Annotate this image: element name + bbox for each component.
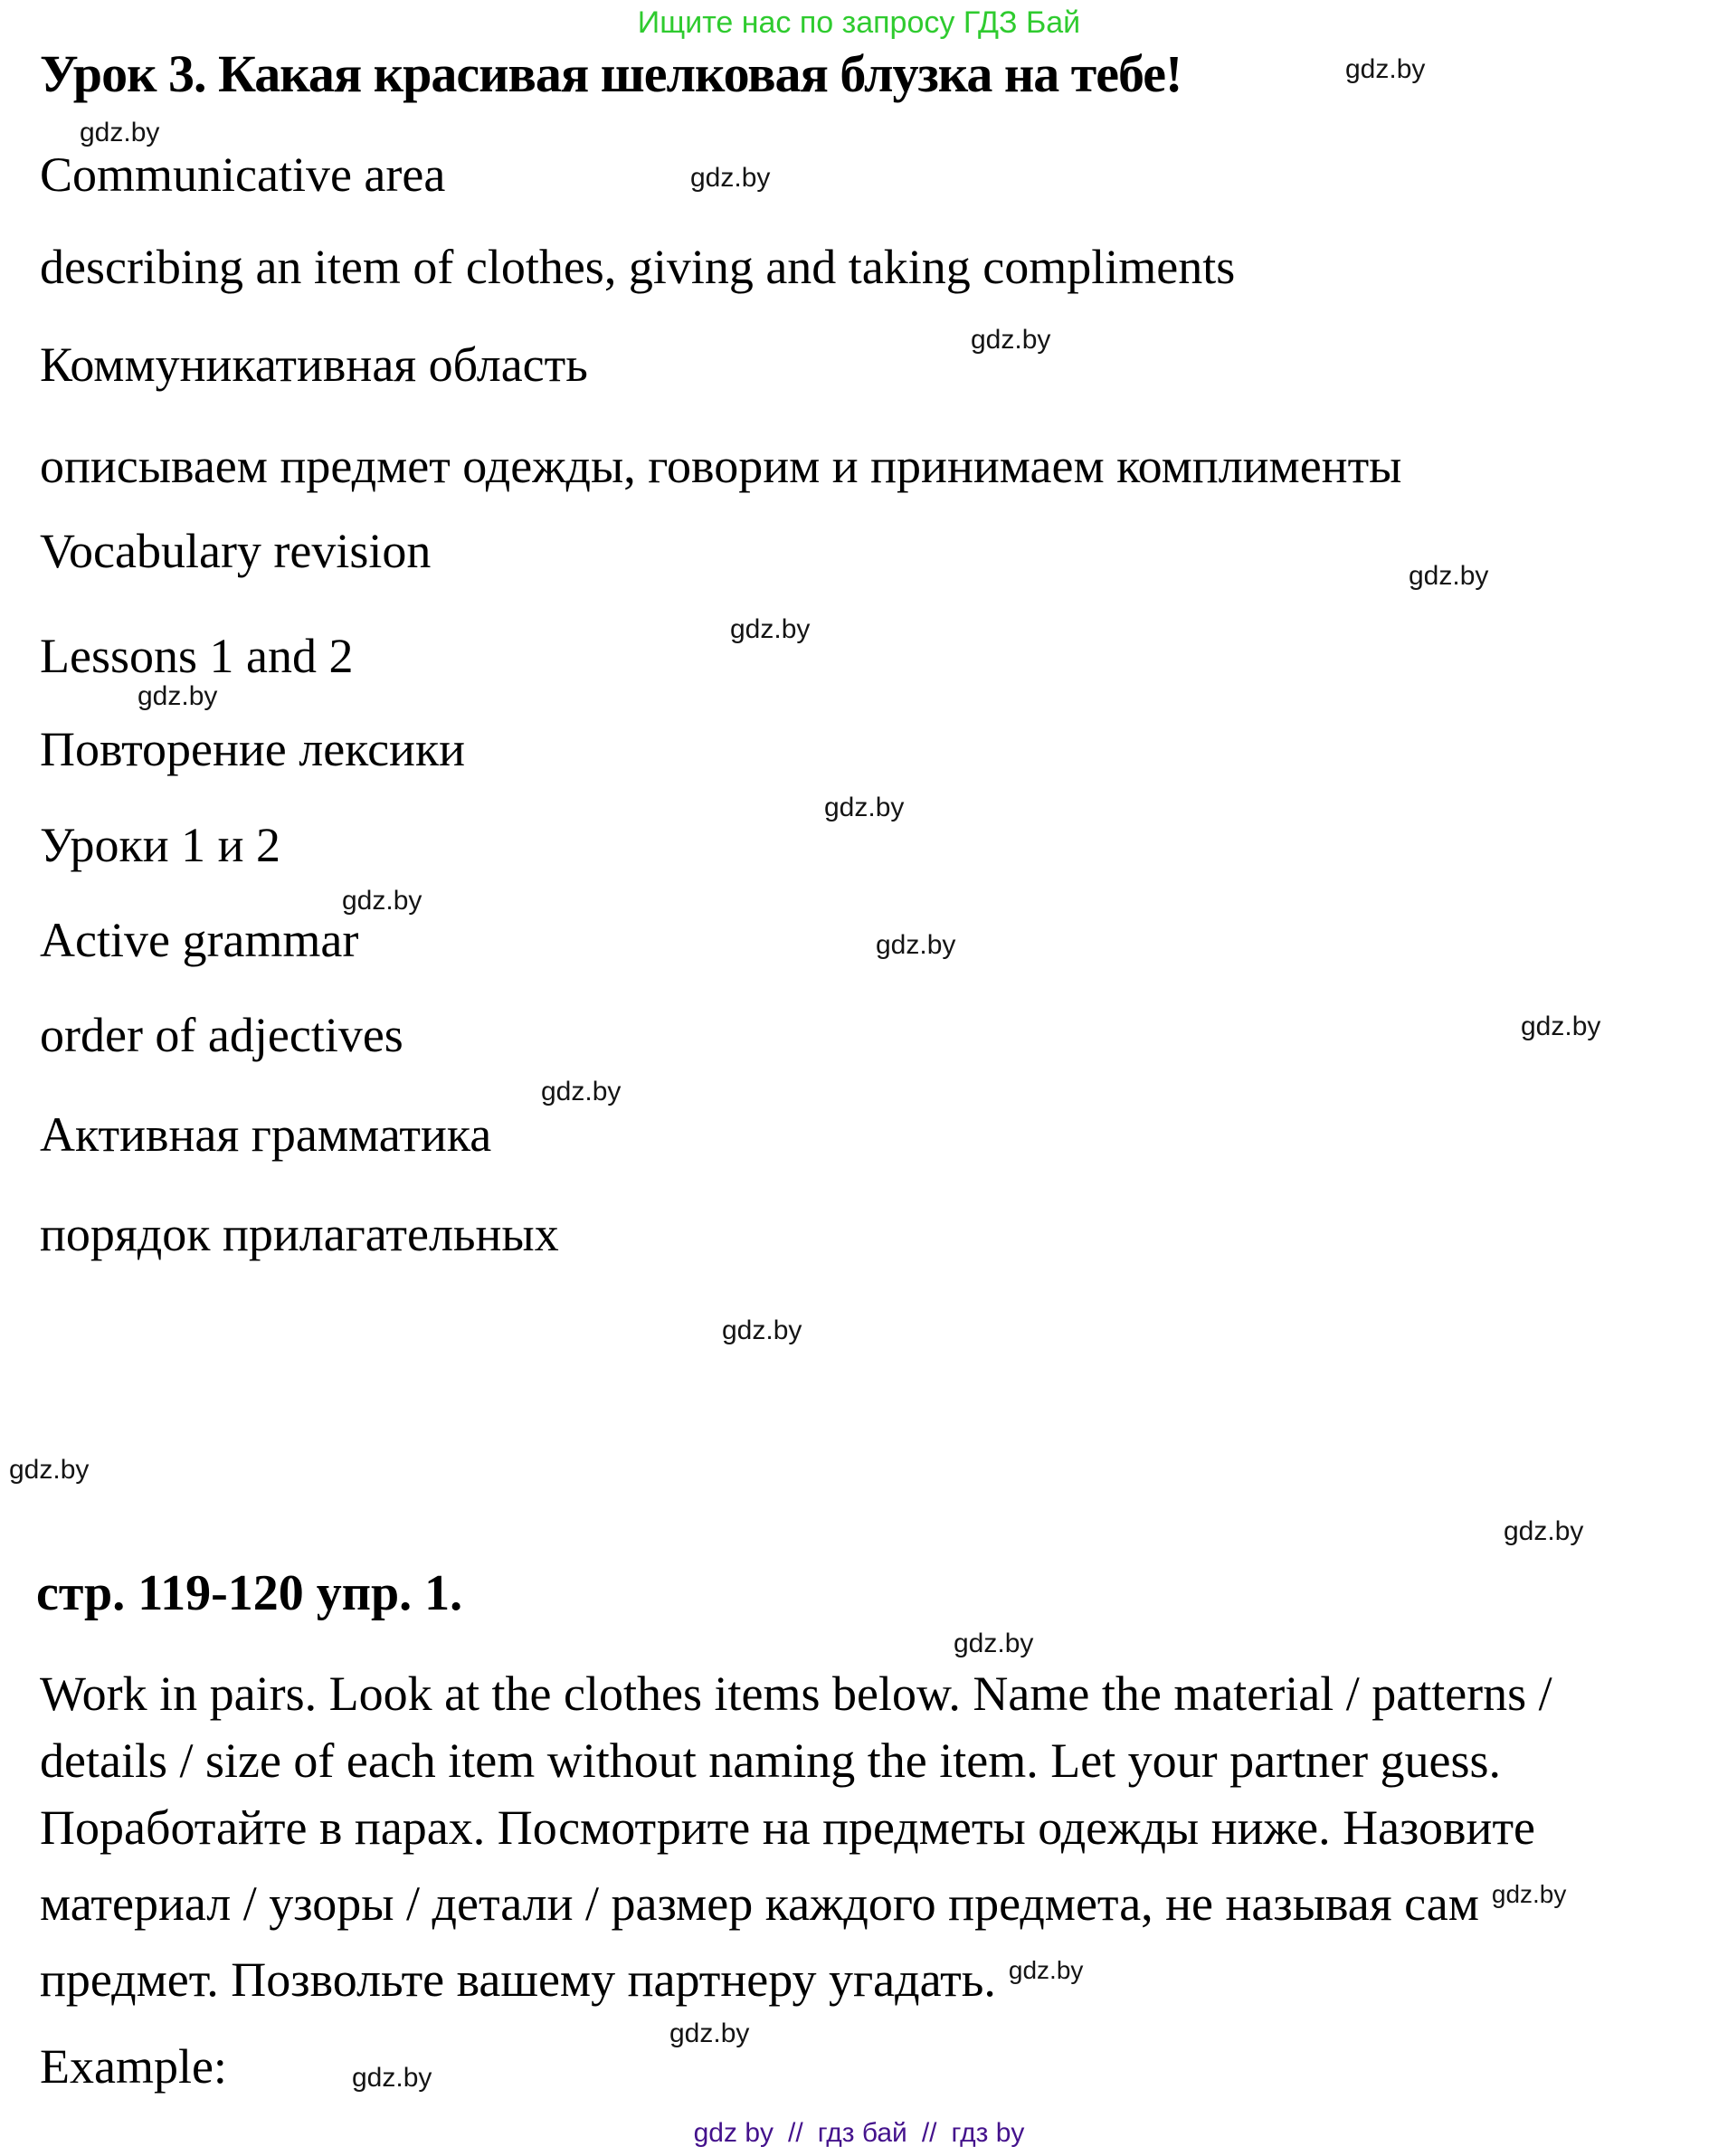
- exercise-heading: стр. 119-120 упр. 1.: [36, 1565, 463, 1621]
- gdz-watermark: gdz.by: [1504, 1516, 1584, 1546]
- task-line: [40, 1794, 1566, 1861]
- gdz-watermark-superscript: gdz.by: [1008, 1956, 1084, 1984]
- task-line-text: Work in pairs. Look at the clothes items below. Name the material / patterns /: [40, 1667, 1552, 1721]
- gdz-watermark-superscript: gdz.by: [1491, 1880, 1567, 1908]
- gdz-watermark: gdz.by: [971, 325, 1051, 355]
- exercise-task: [40, 1660, 1566, 2013]
- task-line: [40, 1660, 1566, 1727]
- gdz-watermark: gdz.by: [690, 163, 771, 193]
- footer-link-gdz-by-2[interactable]: гдз by: [951, 2118, 1025, 2148]
- footer-link-gdz-by[interactable]: gdz by: [693, 2118, 774, 2148]
- overview-line-lessons-1-2-ru: Уроки 1 и 2: [40, 818, 281, 872]
- gdz-watermark: gdz.by: [1345, 54, 1426, 84]
- gdz-watermark: gdz.by: [876, 930, 956, 960]
- task-line-text: материал / узоры / детали / размер каждого предмета, не называя сам: [40, 1876, 1479, 1931]
- task-line: [40, 1727, 1566, 1794]
- footer-links: [0, 2118, 1718, 2149]
- gdz-watermark: gdz.by: [1521, 1012, 1601, 1041]
- overview-line-active-grammar-ru: Активная грамматика: [40, 1107, 492, 1162]
- overview-line-order-of-adjectives: order of adjectives: [40, 1008, 403, 1062]
- overview-line-active-grammar: Active grammar: [40, 913, 359, 967]
- gdz-watermark: gdz.by: [352, 2063, 432, 2093]
- task-line-text: Поработайте в парах. Посмотрите на предметы одежды ниже. Назовите: [40, 1800, 1536, 1855]
- gdz-watermark: gdz.by: [669, 2018, 750, 2048]
- page-title: Урок 3. Какая красивая шелковая блузка на тебе!: [40, 44, 1182, 103]
- overview-line-communicative-area-ru: Коммуникативная область: [40, 337, 588, 392]
- task-line: [40, 1861, 1566, 1937]
- gdz-watermark: gdz.by: [541, 1077, 622, 1106]
- gdz-watermark: gdz.by: [824, 793, 905, 822]
- overview-line-order-of-adjectives-ru: порядок прилагательных: [40, 1207, 559, 1261]
- overview-line-lessons-1-2: Lessons 1 and 2: [40, 629, 354, 683]
- overview-line-communicative-area: Communicative area: [40, 147, 446, 202]
- gdz-watermark: gdz.by: [730, 614, 811, 644]
- overview-line-describing-ru: описываем предмет одежды, говорим и принимаем комплименты: [40, 439, 1402, 493]
- gdz-watermark: gdz.by: [342, 886, 422, 916]
- task-line-text: details / size of each item without naming the item. Let your partner guess.: [40, 1733, 1502, 1788]
- gdz-watermark: gdz.by: [954, 1629, 1034, 1658]
- footer-separator: //: [921, 2118, 937, 2148]
- task-line: [40, 1937, 1566, 2013]
- gdz-watermark: gdz.by: [722, 1315, 802, 1345]
- promo-banner: Ищите нас по запросу ГДЗ Бай: [637, 5, 1081, 40]
- gdz-watermark: gdz.by: [138, 681, 218, 711]
- example-label: Example:: [40, 2039, 227, 2094]
- task-line-text: предмет. Позвольте вашему партнеру угадать.: [40, 1952, 996, 2007]
- footer-link-gdz-bai[interactable]: гдз бай: [817, 2118, 907, 2148]
- gdz-watermark: gdz.by: [9, 1455, 90, 1485]
- overview-line-describing: describing an item of clothes, giving and taking compliments: [40, 240, 1236, 294]
- gdz-watermark: gdz.by: [1409, 561, 1489, 591]
- overview-line-vocabulary-revision: Vocabulary revision: [40, 524, 432, 578]
- gdz-watermark: gdz.by: [80, 118, 160, 147]
- overview-line-vocabulary-revision-ru: Повторение лексики: [40, 722, 466, 776]
- footer-separator: //: [788, 2118, 803, 2148]
